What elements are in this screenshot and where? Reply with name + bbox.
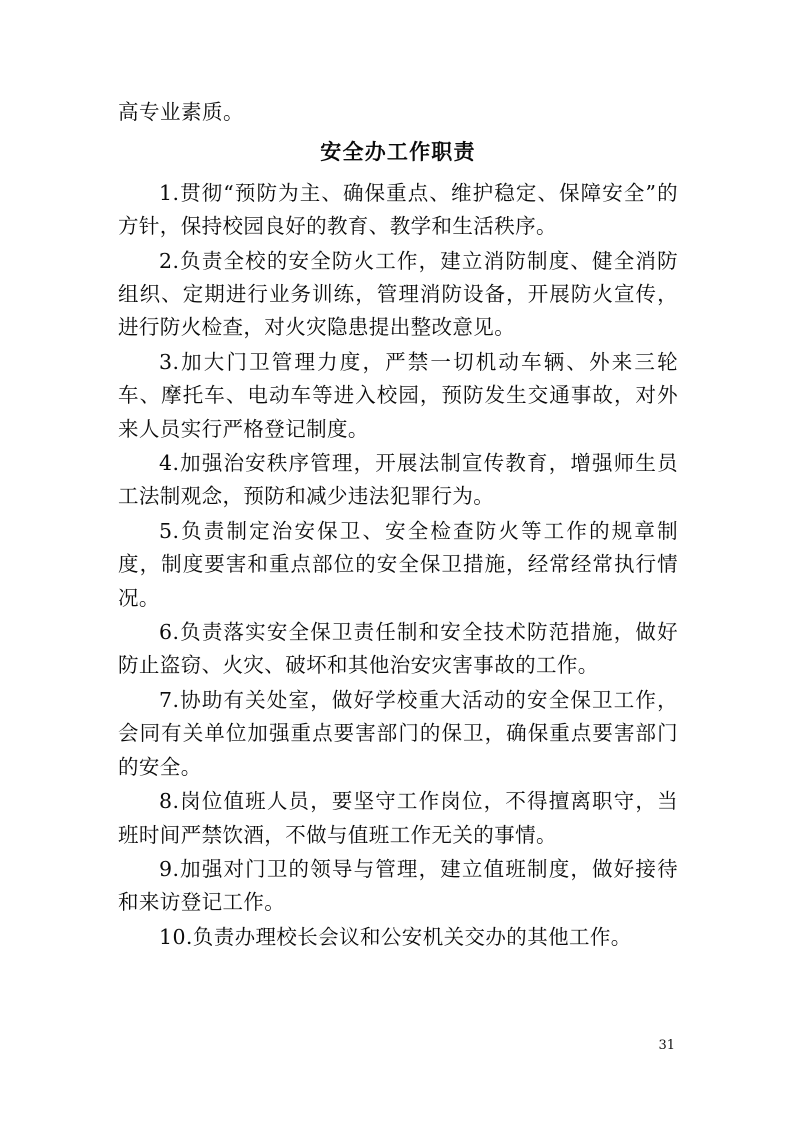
paragraph-4: 4.加强治安秩序管理，开展法制宣传教育，增强师生员工法制观念，预防和减少违法犯罪行为。 <box>118 451 678 509</box>
page-number: 31 <box>658 1038 675 1053</box>
paragraph-10: 10.负责办理校长会议和公安机关交办的其他工作。 <box>159 924 632 949</box>
paragraph-6: 6.负责落实安全保卫责任制和安全技术防范措施，做好防止盗窃、火灾、破坏和其他治安灾害事故的工作。 <box>118 620 678 678</box>
paragraph-1: 1.贯彻“预防为主、确保重点、维护稳定、保障安全”的方针，保持校园良好的教育、教学和生活秩序。 <box>118 180 678 239</box>
paragraph-2: 2.负责全校的安全防火工作，建立消防制度、健全消防组织、定期进行业务训练，管理消防设备，开展防火宣传，进行防火检查，对火灾隐患提出整改意见。 <box>118 248 678 340</box>
paragraph-7: 7.协助有关处室，做好学校重大活动的安全保卫工作，会同有关单位加强重点要害部门的保卫，确保重点要害部门的安全。 <box>118 687 678 779</box>
page-content <box>118 96 678 955</box>
paragraph-3: 3.加大门卫管理力度，严禁一切机动车辆、外来三轮车、摩托车、电动车等进入校园，预防发生交通事故，对外来人员实行严格登记制度。 <box>118 349 678 441</box>
page-title: 安全办工作职责 <box>320 139 476 165</box>
continued-line: 高专业素质。 <box>118 100 244 124</box>
paragraph-5: 5.负责制定治安保卫、安全检查防火等工作的规章制度，制度要害和重点部位的安全保卫措施，经常经常执行情况。 <box>118 518 678 610</box>
paragraph-9: 9.加强对门卫的领导与管理，建立值班制度，做好接待和来访登记工作。 <box>118 856 678 915</box>
paragraph-8: 8.岗位值班人员，要坚守工作岗位，不得擅离职守，当班时间严禁饮酒，不做与值班工作无关的事情。 <box>118 789 678 847</box>
